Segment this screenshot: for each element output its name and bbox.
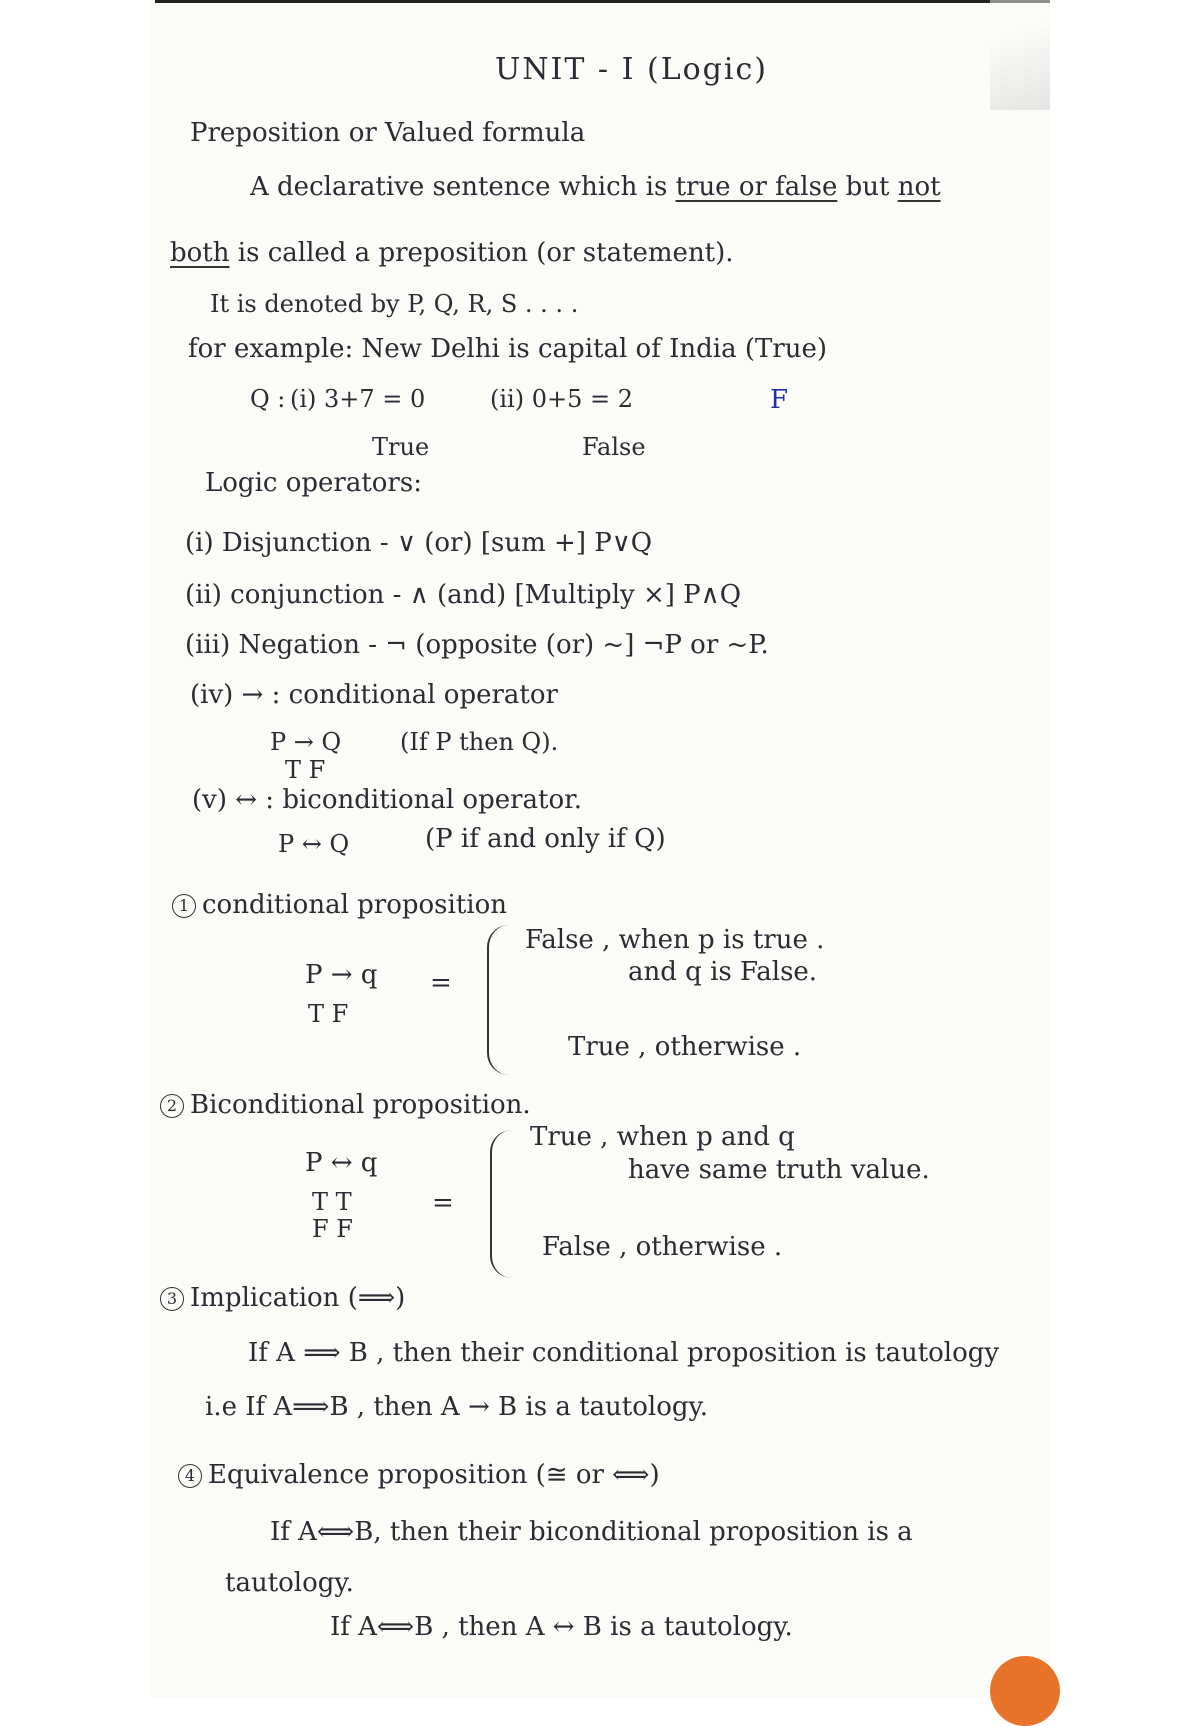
biconditional-tf-2: F F bbox=[312, 1215, 353, 1243]
equivalence-line-2: tautology. bbox=[225, 1568, 354, 1598]
section-number-1: 1 bbox=[172, 894, 196, 918]
example-note-false: False bbox=[582, 433, 646, 461]
biconditional-formula: P ↔ q bbox=[305, 1148, 378, 1178]
implication-section-title bbox=[160, 1283, 405, 1314]
operator-negation: (iii) Negation - ¬ (opposite (or) ~] ¬P or ~P. bbox=[185, 630, 769, 660]
equivalence-line-1: If A⟺B, then their biconditional proposition is a bbox=[270, 1517, 913, 1547]
conditional-equals: = bbox=[430, 968, 452, 998]
example-text: for example: New Delhi is capital of India (True) bbox=[188, 334, 828, 364]
example-mark: F bbox=[770, 385, 789, 415]
definition-text-mid: but bbox=[837, 172, 898, 202]
section-heading: Preposition or Valued formula bbox=[190, 118, 586, 148]
section-number-2: 2 bbox=[160, 1094, 184, 1118]
operators-heading: Logic operators: bbox=[205, 468, 422, 498]
biconditional-tf-1: T T bbox=[312, 1188, 352, 1216]
page-top-edge bbox=[155, 0, 1050, 3]
page-corner-shadow bbox=[990, 0, 1050, 110]
equivalence-line-3: If A⟺B , then A ↔ B is a tautology. bbox=[330, 1612, 793, 1642]
biconditional-section-title bbox=[160, 1090, 531, 1121]
conditional-case-1a: False , when p is true . bbox=[525, 925, 825, 955]
equivalence-section-title bbox=[178, 1460, 660, 1491]
conditional-formula: P → q bbox=[305, 960, 378, 990]
definition-rest: is called a preposition (or statement). bbox=[229, 238, 734, 268]
biconditional-case-2: False , otherwise . bbox=[542, 1232, 783, 1262]
operator-conjunction: (ii) conjunction - ∧ (and) [Multiply ×] P∧Q bbox=[185, 580, 742, 610]
conditional-section-title bbox=[172, 890, 507, 921]
conditional-case-2: True , otherwise . bbox=[568, 1032, 802, 1062]
implication-title-text: Implication (⟹) bbox=[190, 1283, 406, 1313]
example-q-label: Q : bbox=[250, 385, 286, 413]
example-note-true: True bbox=[372, 433, 430, 461]
operator-biconditional: (v) ↔ : biconditional operator. bbox=[192, 785, 582, 815]
conditional-tf: T F bbox=[285, 756, 326, 784]
section-number-4: 4 bbox=[178, 1464, 202, 1488]
conditional-formula-tf: T F bbox=[308, 1000, 349, 1028]
conditional-expression: P → Q bbox=[270, 728, 342, 756]
biconditional-reading: (P if and only if Q) bbox=[425, 824, 666, 854]
conditional-brace bbox=[487, 925, 509, 1075]
definition-text: A declarative sentence which is bbox=[250, 172, 676, 202]
implication-line-2: i.e If A⟹B , then A → B is a tautology. bbox=[205, 1392, 708, 1422]
biconditional-expression: P ↔ Q bbox=[278, 830, 350, 858]
denoted-by: It is denoted by P, Q, R, S . . . . bbox=[210, 290, 579, 318]
conditional-reading: (If P then Q). bbox=[400, 728, 559, 756]
definition-not: not bbox=[897, 172, 941, 202]
definition-line-1 bbox=[250, 172, 941, 203]
example-item-1: (i) 3+7 = 0 bbox=[290, 385, 426, 413]
section-number-3: 3 bbox=[160, 1287, 184, 1311]
operator-conditional: (iv) → : conditional operator bbox=[190, 680, 558, 710]
definition-both: both bbox=[170, 238, 230, 268]
page-title: UNIT - I (Logic) bbox=[495, 52, 768, 87]
biconditional-case-1a: True , when p and q bbox=[530, 1122, 795, 1152]
definition-underlined: true or false bbox=[675, 172, 838, 202]
equivalence-title-text: Equivalence proposition (≅ or ⟺) bbox=[208, 1460, 660, 1490]
definition-line-2 bbox=[170, 238, 734, 269]
conditional-title-text: conditional proposition bbox=[202, 890, 508, 920]
biconditional-brace bbox=[490, 1130, 512, 1278]
example-item-2: (ii) 0+5 = 2 bbox=[490, 385, 633, 413]
implication-line-1: If A ⟹ B , then their conditional proposition is tautology bbox=[248, 1338, 1000, 1368]
corner-orange-dot bbox=[990, 1656, 1060, 1726]
conditional-case-1b: and q is False. bbox=[628, 957, 818, 987]
biconditional-title-text: Biconditional proposition. bbox=[190, 1090, 531, 1120]
biconditional-case-1b: have same truth value. bbox=[628, 1155, 930, 1185]
operator-disjunction: (i) Disjunction - ∨ (or) [sum +] P∨Q bbox=[185, 528, 653, 558]
biconditional-equals: = bbox=[432, 1188, 454, 1218]
